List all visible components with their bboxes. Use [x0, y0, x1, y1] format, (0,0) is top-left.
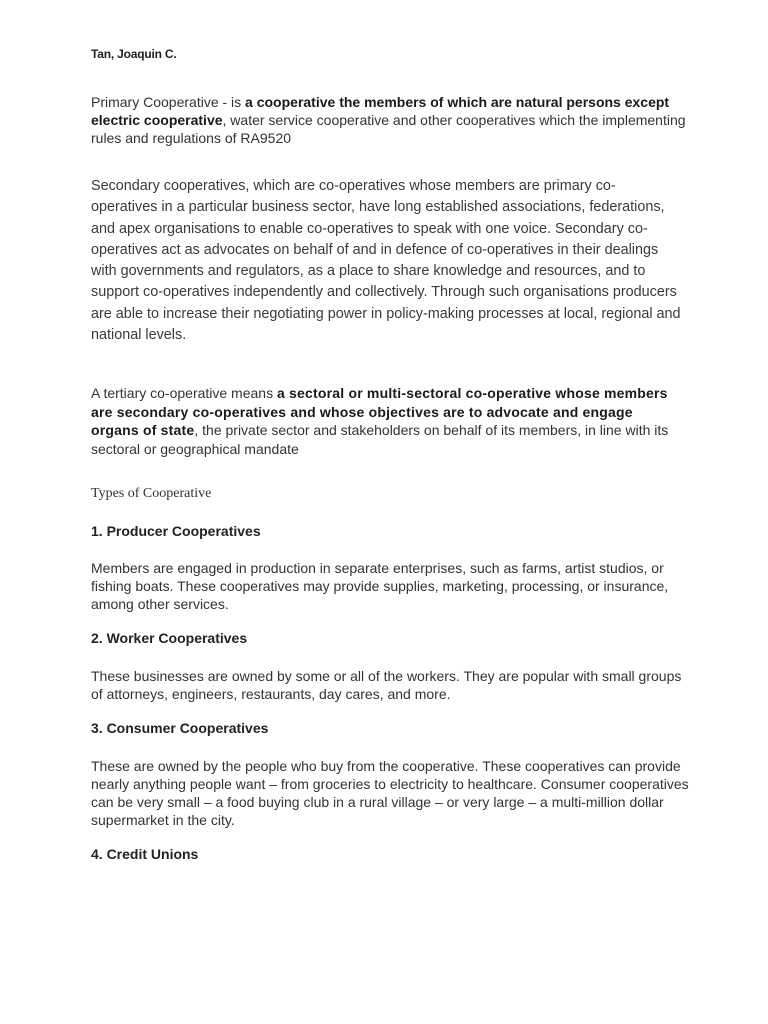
- primary-bold-definition: a cooperative the members of which are natural persons except electric cooperative: [91, 94, 670, 128]
- worker-cooperatives-heading: 2. Worker Cooperatives: [91, 630, 248, 646]
- types-of-cooperative-title: Types of Cooperative: [91, 486, 212, 501]
- consumer-cooperatives-description: These are owned by the people who buy from the cooperative. These cooperatives can provide nearly anything people want – from groceries to electricity to healthcare. Consumer cooperatives can be very small – a food buying club in a rural village – or very large – a multi-million dollar supermarket in the city.: [91, 758, 689, 828]
- tertiary-cooperative-paragraph: [91, 384, 681, 458]
- producer-cooperatives-heading: 1. Producer Cooperatives: [91, 523, 261, 539]
- primary-cooperative-paragraph: [91, 93, 691, 147]
- credit-unions-heading: 4. Credit Unions: [91, 846, 199, 862]
- worker-cooperatives-description: These businesses are owned by some or all of the workers. They are popular with small groups of attorneys, engineers, restaurants, day cares, and more.: [91, 668, 682, 702]
- producer-cooperatives-description: Members are engaged in production in separate enterprises, such as farms, artist studios, or fishing boats. These cooperatives may provide supplies, marketing, processing, or insurance, among other services.: [91, 560, 669, 612]
- author-name: Tan, Joaquin C.: [91, 47, 177, 61]
- tertiary-prefix: A tertiary co-operative means: [91, 385, 277, 401]
- tertiary-suffix: , the private sector and stakeholders on behalf of its members, in line with its sectoral or geographical mandate: [91, 422, 669, 457]
- consumer-cooperatives-heading: 3. Consumer Cooperatives: [91, 720, 269, 736]
- primary-prefix: Primary Cooperative - is: [91, 94, 246, 110]
- primary-suffix: , water service cooperative and other cooperatives which the implementing rules and regulations of RA9520: [91, 112, 686, 146]
- secondary-cooperative-paragraph: Secondary cooperatives, which are co-operatives whose members are primary co-operatives in a particular business sector, have long established associations, federations, and apex organisations to enable co-operatives to speak with one voice. Secondary co-operatives act as advocates on behalf of and in defence of co-operatives in their dealings with governments and regulators, as a place to share knowledge and resources, and to support co-operatives independently and collectively. Through such organisations producers are able to increase their negotiating power in policy-making processes at local, regional and national levels.: [91, 178, 681, 344]
- tertiary-bold-definition: a sectoral or multi-sectoral co-operative whose members are secondary co-operatives and whose objectives are to advocate and engage organs of state: [91, 385, 668, 438]
